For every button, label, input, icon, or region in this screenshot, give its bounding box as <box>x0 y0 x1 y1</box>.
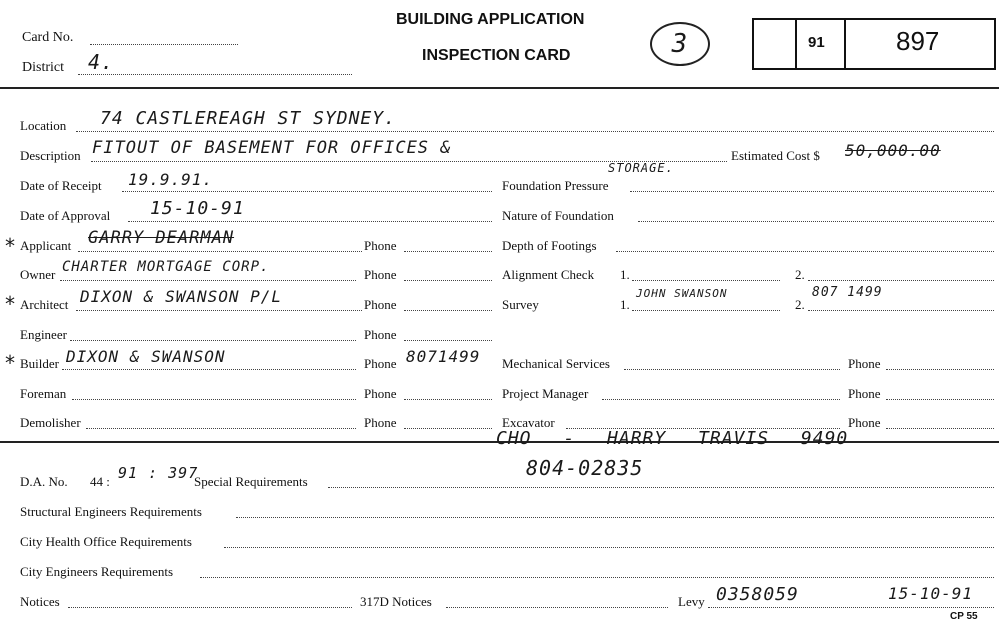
survey-2-label: 2. <box>795 297 805 312</box>
demolisher-line <box>86 428 356 429</box>
foundation-pressure-label: Foundation Pressure <box>502 178 609 193</box>
notices-317d-label: 317D Notices <box>360 594 432 609</box>
card-no-line <box>90 44 238 45</box>
da-label: D.A. No. <box>20 474 68 489</box>
excavator-label: Excavator <box>502 415 555 430</box>
survey-label: Survey <box>502 297 539 312</box>
box-large-number: 897 <box>896 26 940 56</box>
nature-foundation-line <box>638 221 994 222</box>
survey-1-line <box>632 310 780 311</box>
pm-phone-label: Phone <box>848 386 881 401</box>
excavator-phone-label: Phone <box>848 415 881 430</box>
top-rule <box>0 87 999 89</box>
owner-value: CHARTER MORTGAGE CORP. <box>62 259 270 275</box>
levy-line <box>708 607 994 608</box>
district-value: 4. <box>88 50 115 74</box>
excavator-phone-line <box>886 428 994 429</box>
builder-phone-label: Phone <box>364 356 397 371</box>
box-divider-2 <box>844 20 846 68</box>
project-manager-line <box>602 399 840 400</box>
mechanical-phone-line <box>886 369 994 370</box>
pm-phone-line <box>886 399 994 400</box>
owner-label: Owner <box>20 267 56 282</box>
da-prefix: 44 : <box>90 474 110 489</box>
alignment-2-line <box>808 280 994 281</box>
card-no-label: Card No. <box>22 30 74 45</box>
date-approval-value: 15-10-91 <box>150 198 245 219</box>
depth-footings-line <box>616 251 994 252</box>
notices-label: Notices <box>20 594 60 609</box>
applicant-value: GARRY DEARMAN <box>88 228 235 248</box>
mechanical-phone-label: Phone <box>848 356 881 371</box>
box-small-number: 91 <box>808 34 825 51</box>
location-label: Location <box>20 118 67 133</box>
special-requirements-value: 804-02835 <box>526 456 644 480</box>
location-line <box>76 131 994 132</box>
alignment-1-line <box>632 280 780 281</box>
district-label: District <box>22 60 64 75</box>
special-requirements-line <box>328 487 994 488</box>
levy-value: 0358059 <box>716 584 799 605</box>
description-value-2: STORAGE. <box>608 161 674 175</box>
date-receipt-line <box>122 191 492 192</box>
demolisher-phone-line <box>404 428 492 429</box>
structural-label: Structural Engineers Requirements <box>20 504 202 519</box>
builder-line <box>62 369 356 370</box>
description-label: Description <box>20 148 81 163</box>
applicant-star: * <box>4 234 18 258</box>
engineer-phone-label: Phone <box>364 327 397 342</box>
depth-footings-label: Depth of Footings <box>502 238 597 253</box>
footer-code: CP 55 <box>950 611 978 622</box>
architect-star: * <box>4 292 18 316</box>
mechanical-label: Mechanical Services <box>502 356 610 371</box>
applicant-label: Applicant <box>20 238 72 253</box>
circled-number <box>650 22 710 66</box>
alignment-check-label: Alignment Check <box>502 267 595 282</box>
mechanical-line <box>624 369 840 370</box>
engineer-label: Engineer <box>20 327 67 342</box>
owner-phone-label: Phone <box>364 267 397 282</box>
notices-317d-line <box>446 607 668 608</box>
architect-line <box>76 310 362 311</box>
notices-line <box>68 607 352 608</box>
builder-value: DIXON & SWANSON <box>66 347 226 366</box>
survey-2-line <box>808 310 994 311</box>
architect-phone-line <box>404 310 492 311</box>
alignment-1-label: 1. <box>620 267 630 282</box>
applicant-phone-line <box>404 251 492 252</box>
city-engineers-label: City Engineers Requirements <box>20 564 174 579</box>
card-number-box <box>752 18 996 70</box>
alignment-2-label: 2. <box>795 267 805 282</box>
architect-label: Architect <box>20 297 69 312</box>
date-receipt-value: 19.9.91. <box>128 170 214 189</box>
levy-label: Levy <box>678 594 705 609</box>
owner-phone-line <box>404 280 492 281</box>
nature-foundation-label: Nature of Foundation <box>502 208 614 223</box>
estimated-cost-value: 50,000.00 <box>845 141 941 160</box>
builder-star: * <box>4 351 18 375</box>
special-requirements-label: Special Requirements <box>194 474 308 489</box>
engineer-line <box>70 340 356 341</box>
project-manager-label: Project Manager <box>502 386 589 401</box>
circled-number-text: 3 <box>671 29 689 59</box>
applicant-line <box>78 251 362 252</box>
foreman-phone-line <box>404 399 492 400</box>
box-divider-1 <box>795 20 797 68</box>
date-receipt-label: Date of Receipt <box>20 178 102 193</box>
builder-label: Builder <box>20 356 59 371</box>
foreman-label: Foreman <box>20 386 67 401</box>
owner-line <box>60 280 356 281</box>
demolisher-label: Demolisher <box>20 415 81 430</box>
structural-line <box>236 517 994 518</box>
survey-2-value: 807 1499 <box>812 285 883 300</box>
handwritten-note: CHO - HARRY TRAVIS 9490 <box>496 428 849 449</box>
da-value: 91 : 397 <box>118 464 199 482</box>
foundation-pressure-line <box>630 191 994 192</box>
location-value: 74 CASTLEREAGH ST SYDNEY. <box>100 108 396 129</box>
survey-1-label: 1. <box>620 297 630 312</box>
date-approval-label: Date of Approval <box>20 208 111 223</box>
city-engineers-line <box>200 577 994 578</box>
engineer-phone-line <box>404 340 492 341</box>
foreman-line <box>72 399 356 400</box>
levy-date: 15-10-91 <box>888 584 974 603</box>
description-value: FITOUT OF BASEMENT FOR OFFICES & <box>92 138 452 158</box>
survey-1-value: JOHN SWANSON <box>636 287 728 300</box>
demolisher-phone-label: Phone <box>364 415 397 430</box>
city-health-label: City Health Office Requirements <box>20 534 192 549</box>
architect-phone-label: Phone <box>364 297 397 312</box>
city-health-line <box>224 547 994 548</box>
estimated-cost-label: Estimated Cost $ <box>731 148 820 163</box>
foreman-phone-label: Phone <box>364 386 397 401</box>
builder-phone-value: 8071499 <box>406 347 481 366</box>
architect-value: DIXON & SWANSON P/L <box>80 287 283 306</box>
district-line <box>78 74 352 75</box>
title-line2: INSPECTION CARD <box>422 47 571 64</box>
date-approval-line <box>128 221 492 222</box>
title-line1: BUILDING APPLICATION <box>396 11 585 28</box>
applicant-phone-label: Phone <box>364 238 397 253</box>
